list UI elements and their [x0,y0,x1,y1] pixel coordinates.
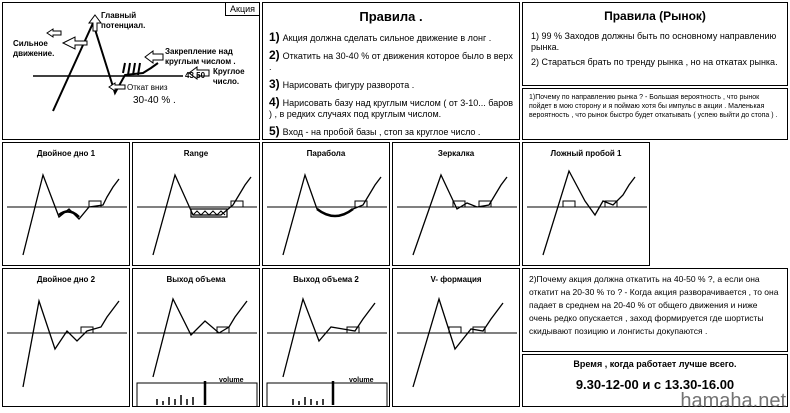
pattern-range [132,142,260,266]
label-main-potential: Главный потенциал. [101,11,146,30]
time-value: 9.30-12-00 и с 13.30-16.00 [575,377,735,392]
pattern-title: Зеркалка [437,149,475,158]
pattern-title: V- формация [430,275,482,284]
pattern-title: Range [183,149,209,158]
pattern-false-breakout-1 [522,142,650,266]
question-2-panel [522,268,788,352]
rules-list [269,32,513,138]
market-rule-2: 2) Стараться брать по тренду рынка , но на откатах рынка. [531,57,778,67]
volume-label: volume [349,377,374,384]
pattern-title: Выход объема [166,275,226,284]
pattern-double-bottom-1 [2,142,130,266]
pattern-title: Двойное дно 1 [36,149,96,158]
question-1-text: 1)Почему по направлению рынка ? - Большая вероятность , что рынок пойдет в мою сторону и я поймаю хотя бы импульс в акции . Маленькая вероятность , что рынок быстро будет откатывать ( успею выйти до стопа ) . [529,94,778,119]
rule-item: 2) Откатить на 30-40 % от движения которое было в верх . [269,48,513,72]
label-pullback-pct: 30-40 % . [133,95,176,106]
pattern-chart [3,143,130,266]
label-round-number: Круглое число. [213,67,245,86]
pattern-parabola [262,142,390,266]
rule-item: 1) Акция должна сделать сильное движение в лонг . [269,30,492,44]
pattern-title: Ложный пробой 1 [550,149,622,158]
pattern-title: Выход объема 2 [293,275,359,284]
rule-item: 4) Нарисовать базу над круглым числом ( от 3-10... баров ) , в редких случаях под круглым числом. [269,95,514,119]
rules-panel [262,2,520,140]
pattern-title: Двойное дно 2 [36,275,96,284]
pattern-volume-exit-2 [262,268,390,407]
pattern-chart [133,143,260,266]
watermark: hamaha.net [680,390,786,412]
time-title: Время , когда работает лучше всего. [573,359,737,369]
pattern-chart [263,269,390,407]
question-1-panel [522,88,788,140]
pattern-v-formation [392,268,520,407]
question-2-text: 2)Почему акция должна откатить на 40-50 % ?, а если она откатит на 20-30 % то ? - Когда акция разворачивается , то она падает в среднем на 20-40 % от общего движения и ниже очень редко опускается , заход формируется где шортисты скидывают позицию и лонгисты докупаются . [529,274,779,336]
rule-item: 3) Нарисовать фигуру разворота . [269,77,415,91]
pattern-chart [393,269,520,407]
main-diagram [2,2,260,140]
rule-item: 5) Вход - на пробой базы , стоп за круглое число . [269,124,481,138]
pattern-chart [263,143,390,266]
market-rules-panel [522,2,788,86]
pattern-chart [3,269,130,407]
stock-tag: Акция [225,3,259,16]
rules-title: Правила . [359,9,423,24]
pattern-volume-exit [132,268,260,407]
label-strong-move: Сильное движение. [13,39,55,58]
label-pullback: Откат вниз [127,83,168,92]
label-consolidation: Закрепление над круглым числом . [165,47,236,66]
market-rule-1: 1) 99 % Заходов должны быть по основному направлению рынка. [531,31,777,52]
volume-label: volume [219,377,244,384]
pattern-chart [133,269,260,407]
level-value: 43.50 [185,71,206,80]
pattern-double-bottom-2 [2,268,130,407]
pattern-mirror [392,142,520,266]
pattern-title: Парабола [306,149,346,158]
market-rules-title: Правила (Рынок) [604,9,706,23]
pattern-chart [523,143,650,266]
pattern-chart [393,143,520,266]
